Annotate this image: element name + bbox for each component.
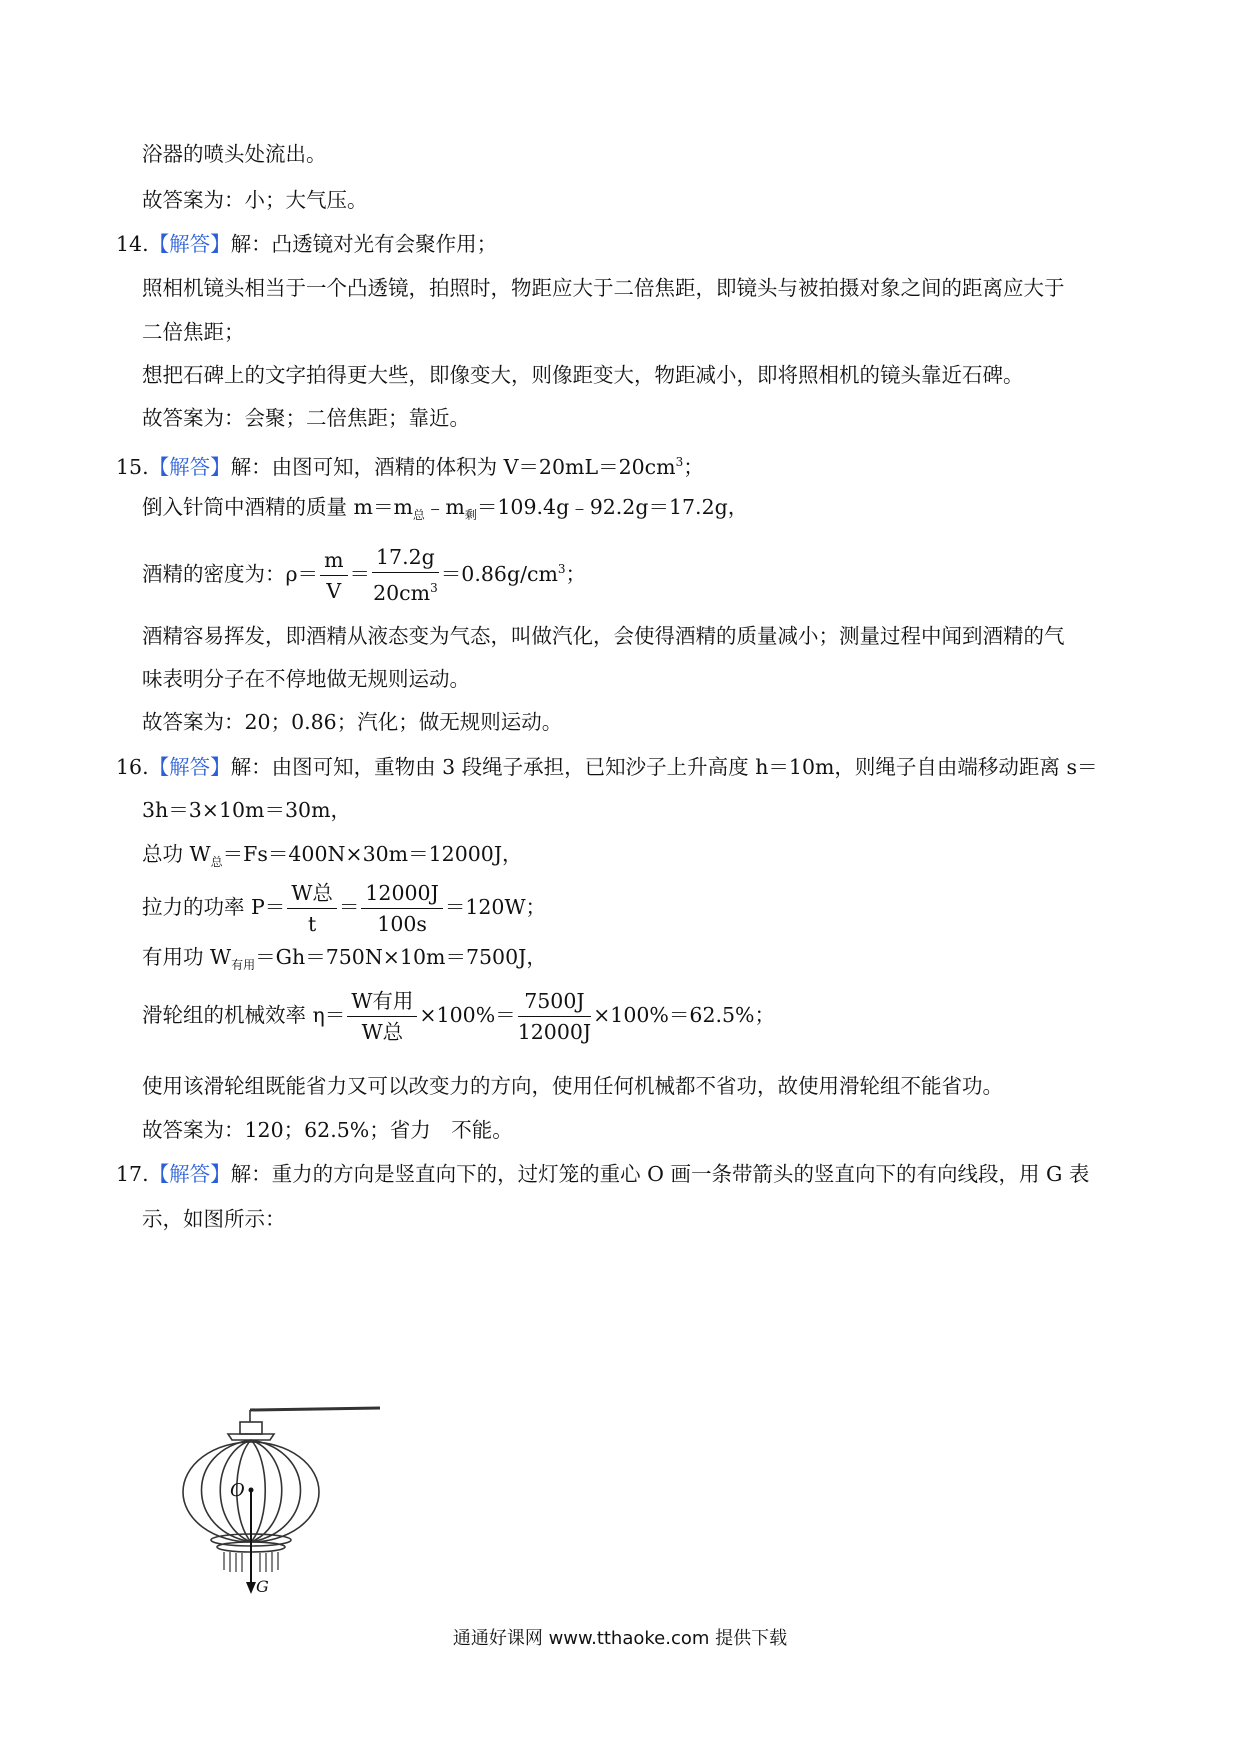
- question-number: 15.: [116, 454, 149, 479]
- question-16: 16.【解答】解：由图可知，重物由 3 段绳子承担，已知沙子上升高度 h＝10m，则绳子自由端移动距离 s＝: [116, 755, 1098, 779]
- answer-line: 故答案为：120；62.5%；省力 不能。: [142, 1118, 513, 1142]
- label-o: O: [230, 1480, 245, 1501]
- formula-efficiency: 滑轮组的机械效率 η＝ $\frac{\text{W有用}}{\text{W总}}$ ×100%＝ $\frac{7500J}{12000J}$ ×100%＝62.5%；: [142, 984, 775, 1047]
- text-line: 3h＝3×10m＝30m，: [142, 798, 352, 822]
- text-line: 有用功 $W_{有用}=Gh=750N\times 10m=7500J$，: [142, 945, 547, 973]
- question-14: 14.【解答】解：凸透镜对光有会聚作用；: [116, 232, 498, 256]
- text-line: 浴器的喷头处流出。: [142, 142, 327, 166]
- fraction: $\frac{m}{V}$: [320, 545, 347, 606]
- question-number: 17.: [116, 1162, 149, 1186]
- formula-density: 酒精的密度为：ρ＝ $\frac{m}{V}$ ＝ $\frac{17.2g}{20cm^3}$ $=0.86g/cm^3$；: [142, 538, 586, 608]
- text-line: 使用该滑轮组既能省力又可以改变力的方向，使用任何机械都不省功，故使用滑轮组不能省功。: [142, 1074, 1003, 1098]
- fraction: $\frac{7500J}{12000J}$: [518, 986, 591, 1047]
- answer-tag: 【解答】: [148, 755, 231, 779]
- arrow-head: [246, 1582, 256, 1594]
- lantern-cap: [240, 1422, 262, 1434]
- answer-tag: 【解答】: [148, 454, 231, 479]
- question-number: 16.: [116, 755, 149, 779]
- label-g: G: [256, 1577, 269, 1596]
- answer-line: 故答案为：会聚；二倍焦距；靠近。: [142, 406, 470, 430]
- question-15: 15.【解答】解：由图可知，酒精的体积为 $V=20mL=20cm^3$；: [116, 454, 704, 479]
- text-line: 味表明分子在不停地做无规则运动。: [142, 667, 470, 691]
- text-line: 总功 $W_总=Fs=400N\times 30m=12000J$，: [142, 842, 523, 870]
- text-line: 酒精容易挥发，即酒精从液态变为气态，叫做汽化，会使得酒精的质量减小；测量过程中闻到酒精的气: [142, 624, 1065, 648]
- fraction: $\frac{\text{W总}}{t}$: [287, 878, 337, 939]
- text-line: 照相机镜头相当于一个凸透镜，拍照时，物距应大于二倍焦距，即镜头与被拍摄对象之间的距离应大于: [142, 276, 1065, 300]
- question-17: 17.【解答】解：重力的方向是竖直向下的，过灯笼的重心 O 画一条带箭头的竖直向下的有向线段，用 G 表: [116, 1162, 1090, 1186]
- question-number: 14.: [116, 232, 149, 256]
- fraction: $\frac{17.2g}{20cm^3}$: [372, 542, 439, 608]
- answer-line: 故答案为：小；大气压。: [142, 188, 368, 212]
- fraction: $\frac{12000J}{100s}$: [361, 878, 442, 939]
- answer-tag: 【解答】: [148, 232, 231, 256]
- text-line: 二倍焦距；: [142, 320, 245, 344]
- fraction: $\frac{\text{W有用}}{\text{W总}}$: [347, 986, 417, 1047]
- text-line: 倒入针筒中酒精的质量 $m=m_总﹣m_剩=109.4g﹣92.2g=17.2g$，: [142, 495, 749, 523]
- text-line: 示，如图所示：: [142, 1207, 286, 1231]
- answer-line: 故答案为：20；0.86；汽化；做无规则运动。: [142, 710, 563, 734]
- answer-tag: 【解答】: [148, 1162, 231, 1186]
- lantern-diagram: [180, 1400, 400, 1600]
- page-footer: 通通好课网 www.tthaoke.com 提供下载: [452, 1628, 788, 1649]
- text-line: 想把石碑上的文字拍得更大些，即像变大，则像距变大，物距减小，即将照相机的镜头靠近石碑。: [142, 363, 1024, 387]
- hanging-rod: [250, 1408, 380, 1410]
- formula-power: 拉力的功率 P＝ $\frac{\text{W总}}{t}$ ＝ $\frac{12000J}{100s}$ ＝120W；: [142, 876, 546, 939]
